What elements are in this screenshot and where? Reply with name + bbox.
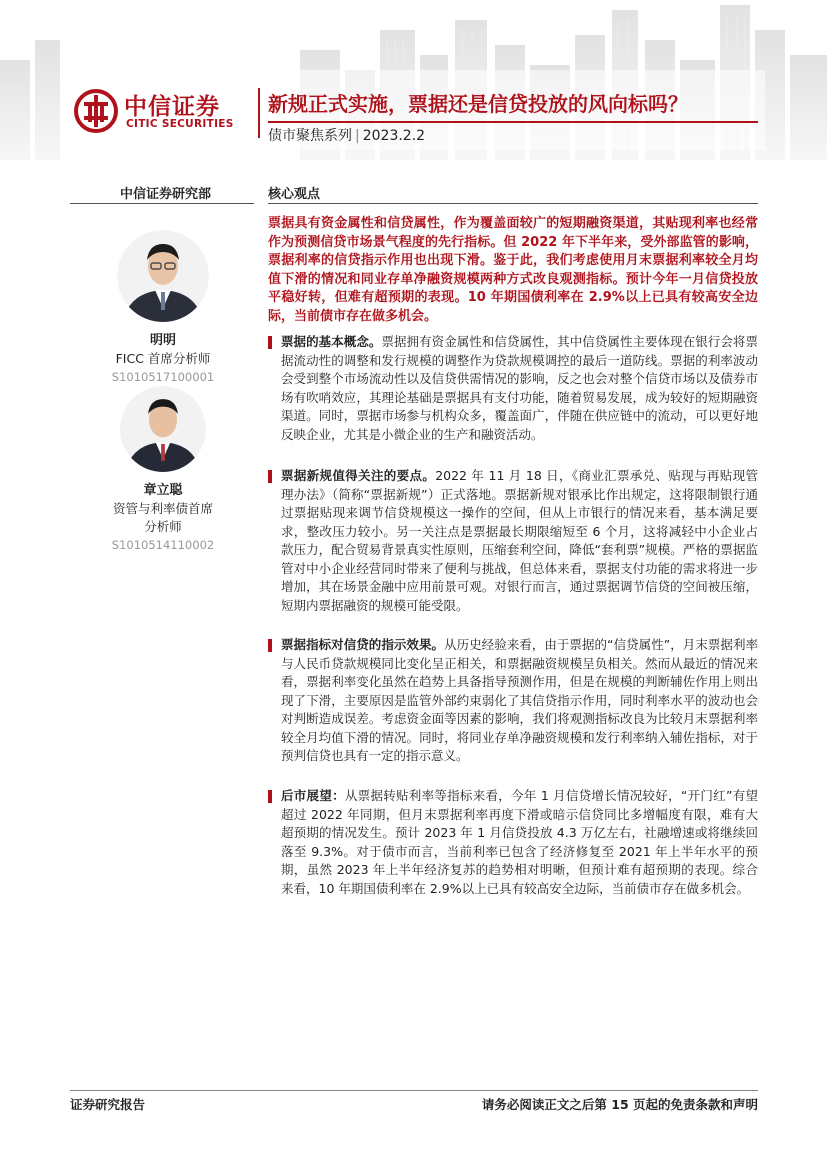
- analyst-license-id: S1010514110002: [111, 538, 215, 552]
- bullet-heading: 票据指标对信贷的指示效果。: [281, 637, 445, 652]
- main-heading-rule: [268, 203, 758, 204]
- analyst-license-id: S1010517100001: [111, 370, 215, 384]
- report-title: 新规正式实施，票据还是信贷投放的风向标吗？: [268, 92, 688, 116]
- citic-emblem-icon: [74, 89, 118, 133]
- bullet-body: 从票据转贴利率等指标来看，今年 1 月信贷增长情况较好，“开门红”有望超过 2022 年同期，但月末票据利率再度下滑或暗示信贷同比多增幅度有限，难有大超预期的情况发生。预计 2023 年 1 月信贷投放 4.3 万亿左右，社融增速或将继续回落至 9.3%。对于债市而言，当前利率已包含了经济修复至 2021 年上半年水平的预期，虽然 2023 年上半年经济复苏的趋势相对明晰，但预计难有超预期的表现。综合来看，10 年期国债利率在 2.9%以上已具有较高安全边际，当前债市存在做多机会。: [281, 788, 758, 896]
- footer-report-type: 证券研究报告: [70, 1097, 146, 1112]
- core-view-heading: 核心观点: [268, 187, 321, 202]
- research-dept-heading: 中信证券研究部: [120, 187, 212, 202]
- analyst-role-line2: 分析师: [144, 519, 182, 534]
- analyst-card: [72, 386, 254, 554]
- analyst-role: 资管与利率债首席: [112, 501, 213, 516]
- subtitle-separator: |: [355, 128, 360, 144]
- analyst-role: FICC 首席分析师: [115, 351, 211, 366]
- bullet-heading: 票据的基本概念。: [281, 334, 382, 349]
- bullet-marker: [268, 790, 272, 803]
- analyst-photo: [120, 386, 206, 472]
- bullet-heading: 票据新规值得关注的要点。: [281, 468, 436, 483]
- bullet-paragraph: [268, 787, 758, 898]
- logo-name-en: CITIC SECURITIES: [126, 118, 234, 130]
- report-subtitle: [268, 125, 425, 145]
- bullet-heading: 后市展望：: [281, 788, 345, 803]
- analyst-card: [72, 230, 254, 386]
- series-name: 债市聚焦系列: [268, 128, 352, 144]
- analyst-photo: [117, 230, 209, 322]
- footer-rule: [70, 1090, 758, 1091]
- title-rule: [268, 121, 758, 123]
- bullet-paragraph: [268, 333, 758, 444]
- left-heading-rule: [70, 203, 254, 204]
- core-summary: 票据具有资金属性和信贷属性，作为覆盖面较广的短期融资渠道，其贴现利率也经常作为预测信贷市场景气程度的先行指标。但 2022 年下半年来，受外部监管的影响，票据利率的信贷指示作用也出现下滑。鉴于此，我们考虑使用月末票据利率较全月均值下滑的情况和同业存单净融资规模两种方式改良观测指标。预计今年一月信贷投放平稳好转，但难有超预期的表现。10 年期国债利率在 2.9%以上已具有较高安全边际，当前债市存在做多机会。: [268, 216, 758, 324]
- footer-disclaimer: 请务必阅读正文之后第 15 页起的免责条款和声明: [481, 1097, 758, 1112]
- analyst-name: 明明: [149, 333, 176, 348]
- bullet-paragraph: [268, 636, 758, 766]
- logo-divider: [258, 88, 260, 138]
- citic-securities-logo: [74, 88, 250, 134]
- bullet-marker: [268, 639, 272, 652]
- logo-name-cn: 中信证券: [124, 94, 220, 120]
- bullet-body: 2022 年 11 月 18 日，《商业汇票承兑、贴现与再贴现管理办法》（简称“票据新规”）正式落地。票据新规对银承比作出规定，这将限制银行通过票据贴现来调节信贷规模这一操作的空间，但从上市银行的情况来看，基本满足要求，整改压力较小。另一关注点是票据最长期限缩短至 6 个月，这将减轻中小企业占款压力，配合贸易背景真实性原则，压缩套利空间，降低“套利票”规模。严格的票据监管对中小企业经营同时带来了便利与挑战，但总体来看，票据支付功能的需求将进一步增加，其在场景金融中应用前景可观。对银行而言，通过票据调节信贷的空间被压缩，短期内票据融资的规模可能受限。: [281, 468, 758, 613]
- bullet-body: 票据拥有资金属性和信贷属性，其中信贷属性主要体现在银行会将票据流动性的调整和发行规模的调整作为贷款规模调控的最后一道防线。票据的利率波动会受到整个市场流动性以及信贷供需情况的影响，反之也会对整个信贷市场以及债券市场有吹哨效应，其理论基础是票据具有支付功能，随着贸易发展，成为较好的短期融资渠道。同时，票据市场参与机构众多，覆盖面广，伴随在供应链中的流动，可以更好地反映企业，尤其是小微企业的生产和融资活动。: [281, 334, 758, 442]
- bullet-paragraph: [268, 467, 758, 615]
- bullet-marker: [268, 470, 272, 483]
- analyst-name: 章立聪: [143, 483, 183, 498]
- bullet-marker: [268, 336, 272, 349]
- report-date: 2023.2.2: [362, 128, 426, 144]
- bullet-body: 从历史经验来看，由于票据的“信贷属性”，月末票据利率与人民币贷款规模同比变化呈正相关，和票据融资规模呈负相关。然而从最近的情况来看，票据利率变化虽然在趋势上具备指导预测作用，但是在规模的判断辅佐作用上则出现了下滑，主要原因是监管外部约束弱化了其信贷指示作用，同时利率水平的波动也会对判断造成误差。考虑资金面等因素的影响，我们将观测指标改良为比较月末票据利率较全月均值下滑的情况。同时，将同业存单净融资规模和发行利率纳入辅佐指标，对于预判信贷也具有一定的指示意义。: [281, 637, 758, 763]
